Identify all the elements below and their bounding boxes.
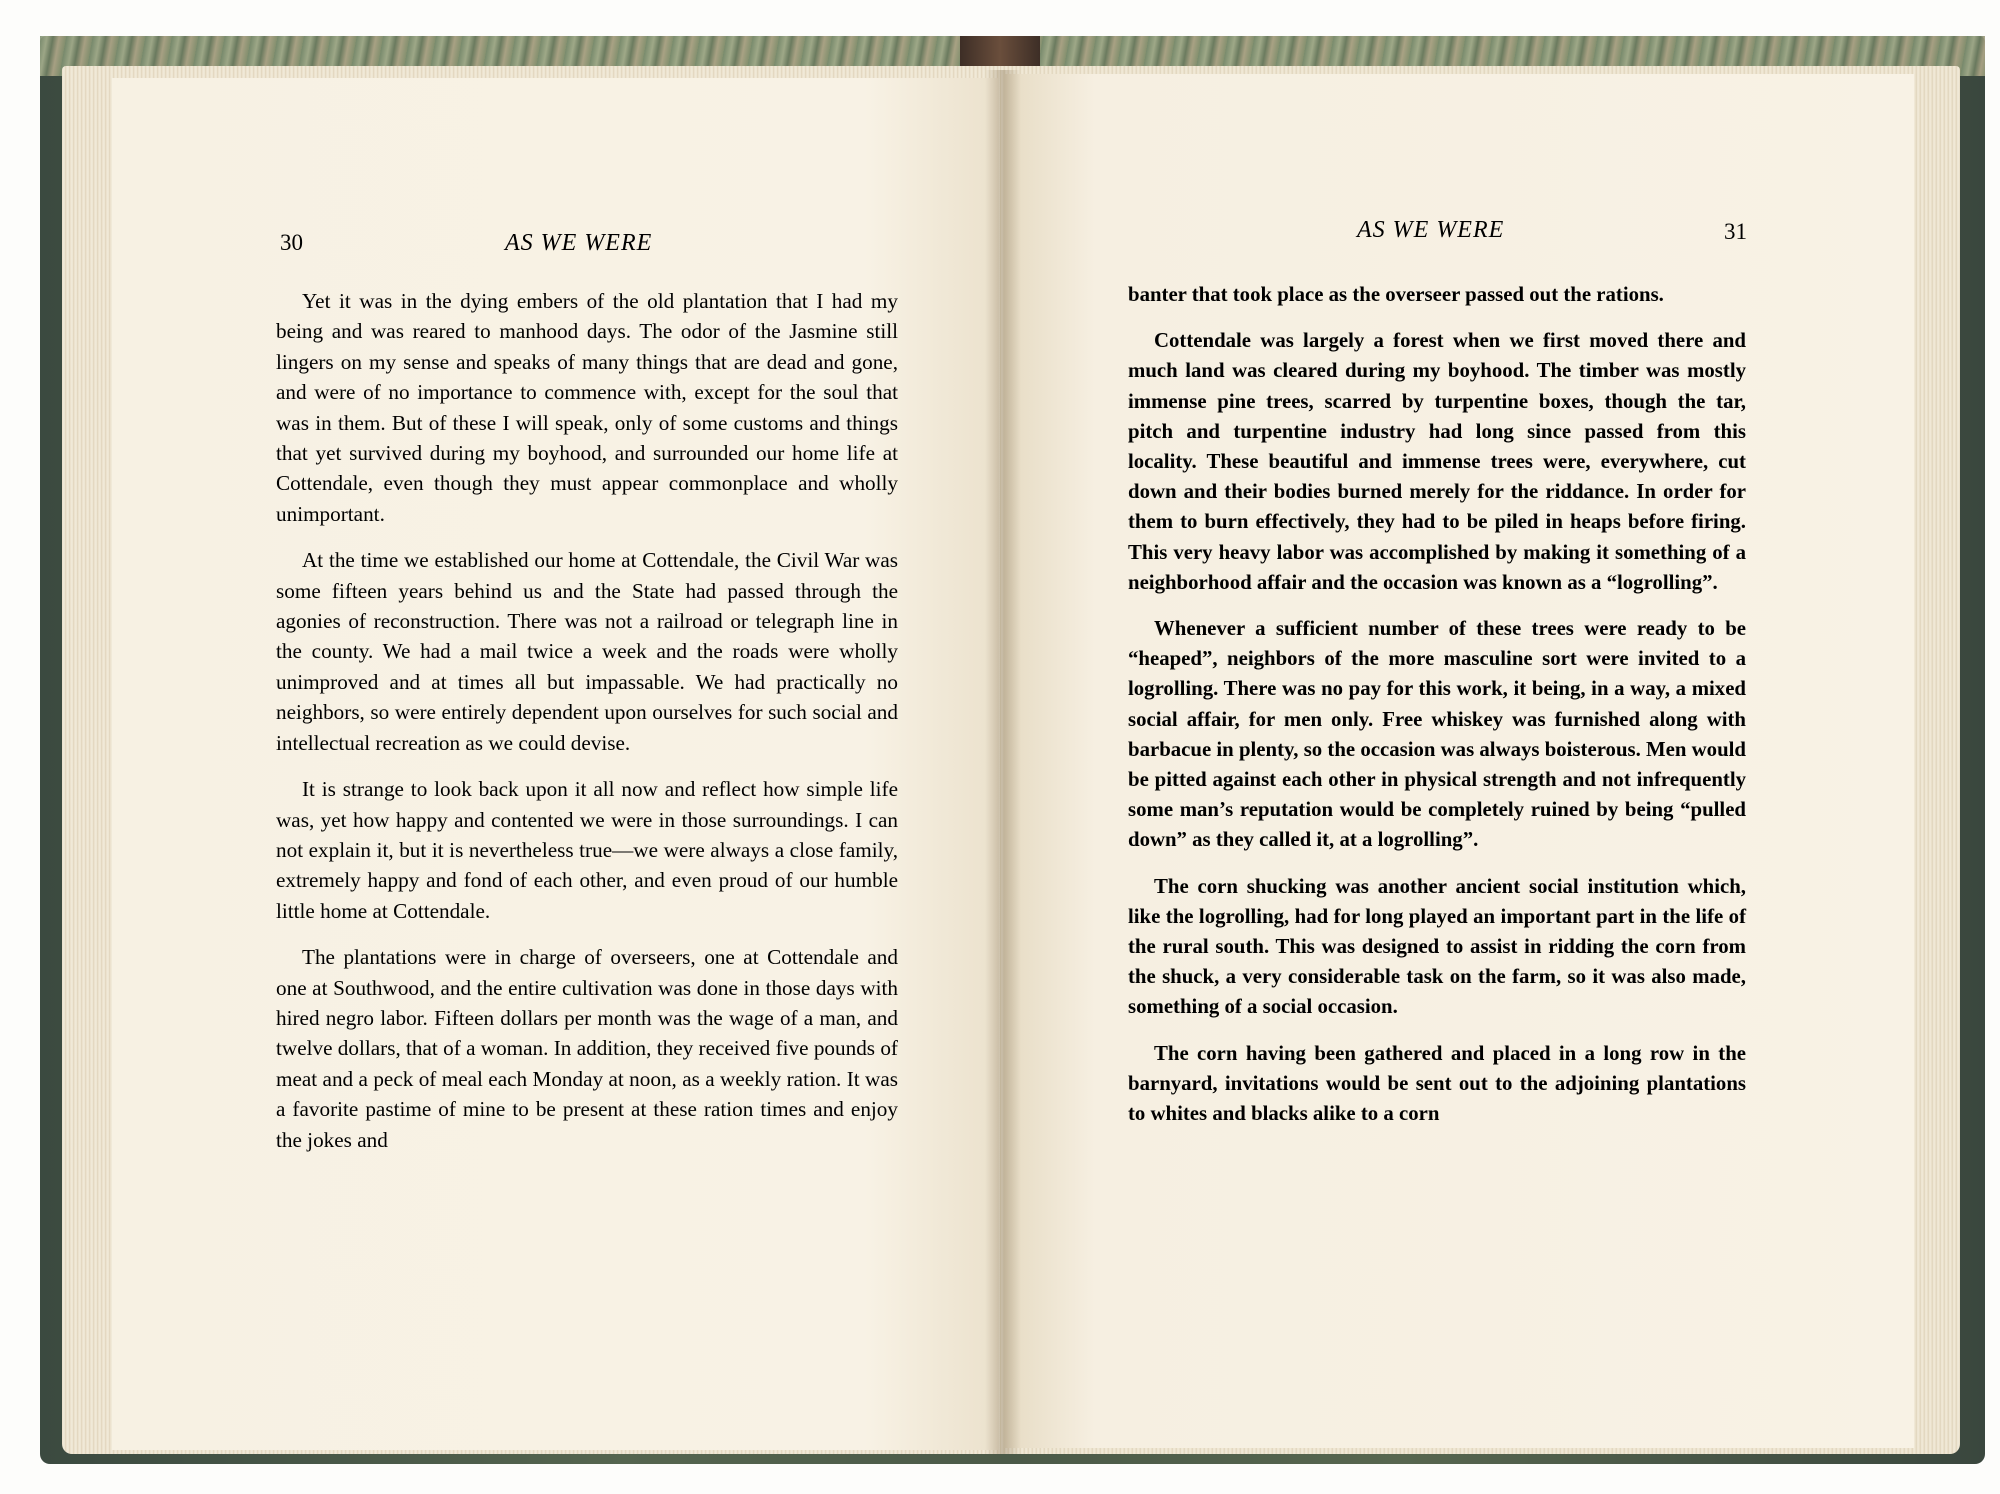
book-gutter <box>985 70 1021 1454</box>
right-page-text <box>1128 280 1746 1145</box>
paragraph: Yet it was in the dying embers of the old plantation that I had my being and was reared to manhood days. The odor of the Jasmine still lingers on my sense and speaks of many things that are dead and gone, and were of no importance to commence with, except for the soul that was in them. But of these I will speak, only of some customs and things that yet survived during my boyhood, and surrounded our home life at Cottendale, even though they must appear commonplace and wholly unimportant. <box>276 289 898 526</box>
paragraph: It is strange to look back upon it all now and reflect how simple life was, yet how happy and contented we were in those surroundings. I can not explain it, but it is nevertheless true—we were always a close family, extremely happy and fond of each other, and even proud of our humble little home at Cottendale. <box>276 777 898 923</box>
paragraph: Whenever a sufficient number of these trees were ready to be “heaped”, neighbors of the more masculine sort were invited to a logrolling. There was no pay for this work, it being, in a way, a mixed social affair, for men only. Free whiskey was furnished along with barbacue in plenty, so the occasion was always boisterous. Men would be pitted against each other in physical strength and not infrequently some man’s reputation would be completely ruined by being “pulled down” as they called it, at a logrolling”. <box>1128 617 1746 852</box>
right-page-number: 31 <box>1724 219 1747 244</box>
left-page-text <box>276 286 898 1171</box>
left-running-head: AS WE WERE <box>505 230 653 256</box>
paragraph: The plantations were in charge of overseers, one at Cottendale and one at Southwood, and the entire cultivation was done in those days with hired negro labor. Fifteen dollars per month was the wage of a man, and twelve dollars, that of a woman. In addition, they received five pounds of meat and a peck of meal each Monday at noon, as a weekly ration. It was a favorite pastime of mine to be present at these ration times and enjoy the jokes and <box>276 945 898 1152</box>
right-running-head: AS WE WERE <box>1357 217 1505 243</box>
paragraph: The corn shucking was another ancient social institution which, like the logrolling, had for long played an important part in the life of the rural south. This was designed to assist in ridding the corn from the shuck, a very considerable task on the farm, so it was also made, something of a social occasion. <box>1128 874 1746 1019</box>
left-page-number: 30 <box>280 230 303 255</box>
paragraph: Cottendale was largely a forest when we first moved there and much land was cleared during my boyhood. The timber was mostly immense pine trees, scarred by turpentine boxes, though the tar, pitch and turpentine industry had long since passed from this locality. These beautiful and immense trees were, everywhere, cut down and their bodies burned merely for the riddance. In order for them to burn effectively, they had to be piled in heaps before firing. This very heavy labor was accomplished by making it something of a neighborhood affair and the occasion was known as a “logrolling”. <box>1128 329 1746 594</box>
paragraph: The corn having been gathered and placed in a long row in the barnyard, invitations would be sent out to the adjoining plantations to whites and blacks alike to a corn <box>1128 1041 1746 1126</box>
paragraph: At the time we established our home at Cottendale, the Civil War was some fifteen years behind us and the State had passed through the agonies of reconstruction. There was not a railroad or telegraph line in the county. We had a mail twice a week and the roads were wholly unimproved and at times all but impassable. We had practically no neighbors, so were entirely dependent upon ourselves for such social and intellectual recreation as we could devise. <box>276 548 898 755</box>
continued-paragraph: banter that took place as the overseer passed out the rations. <box>1128 283 1664 306</box>
